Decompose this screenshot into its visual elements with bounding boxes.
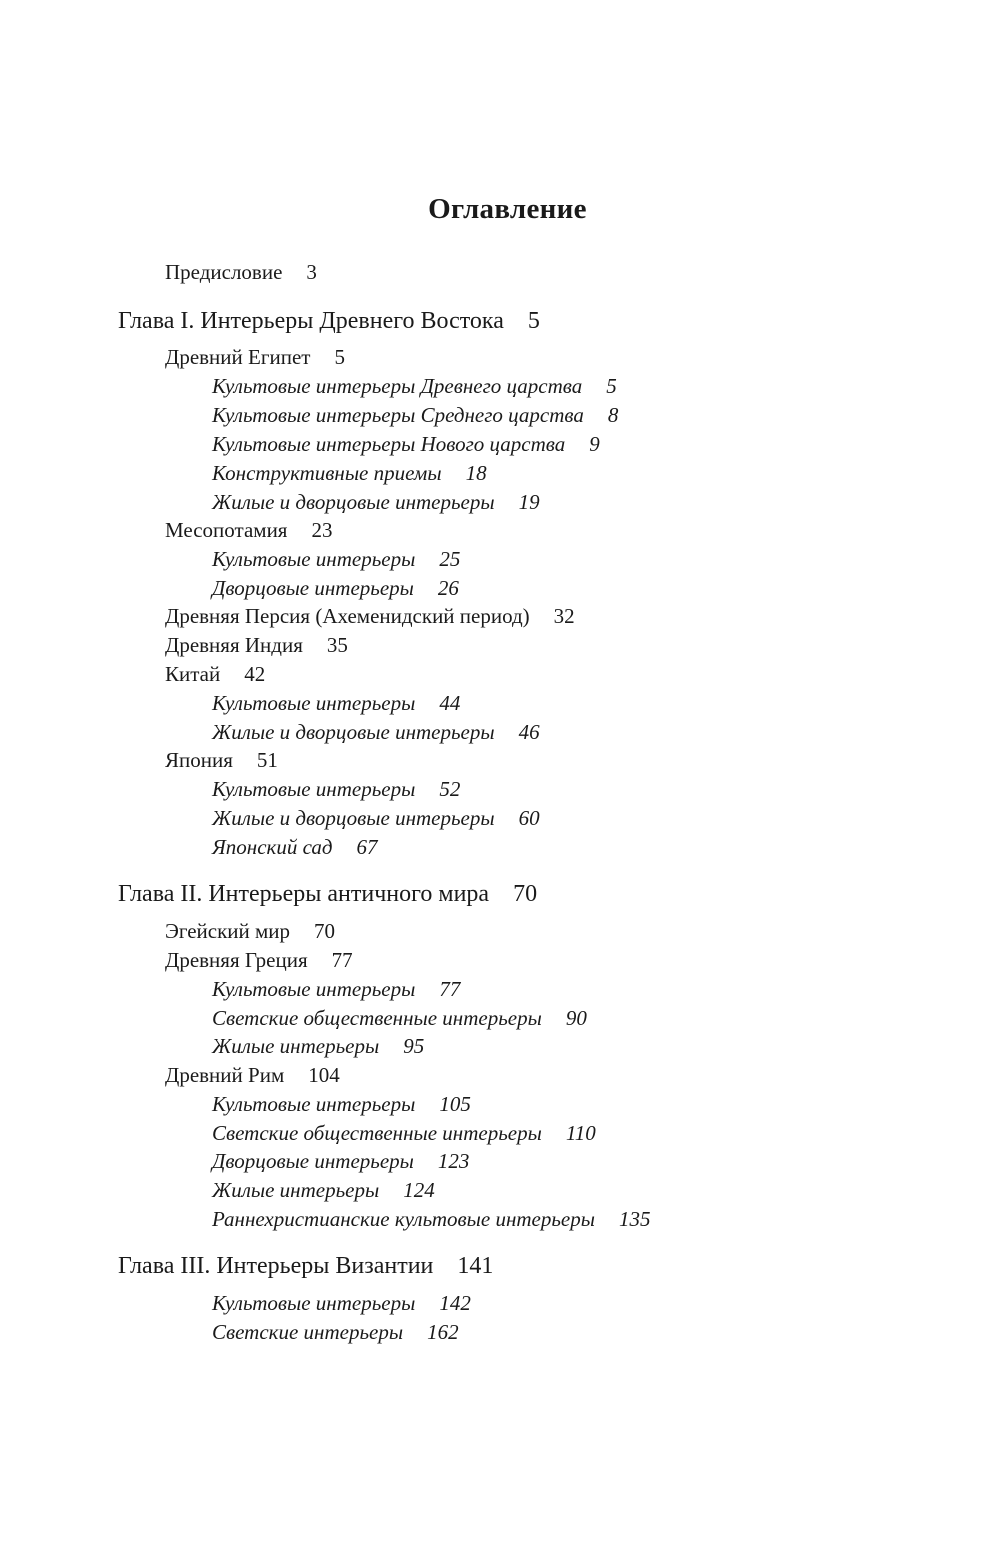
- toc-entry-title: Культовые интерьеры: [212, 977, 416, 1001]
- toc-entry-page-number: 3: [306, 260, 317, 284]
- toc-entry-chapter: [118, 1254, 493, 1278]
- toc-entry-section: [165, 262, 317, 283]
- toc-entry-sub: [212, 463, 487, 484]
- toc-entry-page-number: 8: [607, 403, 619, 427]
- toc-entry-section: [165, 950, 353, 971]
- toc-entry-page-number: 141: [457, 1253, 494, 1279]
- toc-entry-title: Глава II. Интерьеры античного мира: [118, 881, 490, 907]
- toc-entry-title: Культовые интерьеры: [212, 1291, 416, 1315]
- toc-entry-page-number: 42: [244, 662, 266, 686]
- toc-entry-title: Древняя Индия: [165, 633, 303, 657]
- toc-entry-title: Древняя Греция: [165, 948, 308, 972]
- toc-entry-sub: [212, 837, 378, 858]
- toc-entry-sub: [212, 1293, 471, 1314]
- toc-entry-page-number: 70: [314, 919, 336, 943]
- toc-entry-page-number: 135: [618, 1207, 651, 1231]
- toc-entry-page-number: 52: [439, 777, 461, 801]
- toc-entry-sub: [212, 693, 460, 714]
- toc-entry-page-number: 18: [465, 461, 487, 485]
- toc-entry-page-number: 25: [439, 547, 461, 571]
- toc-entry-page-number: 26: [437, 576, 459, 600]
- toc-entry-title: Дворцовые интерьеры: [212, 1149, 414, 1173]
- toc-entry-page-number: 67: [356, 835, 378, 859]
- toc-entry-section: [165, 921, 335, 942]
- toc-entry-page-number: 95: [403, 1034, 425, 1058]
- toc-entry-page-number: 90: [565, 1006, 587, 1030]
- toc-entry-title: Светские общественные интерьеры: [212, 1121, 542, 1145]
- toc-entry-page-number: 104: [308, 1063, 340, 1087]
- toc-entry-title: Жилые интерьеры: [212, 1034, 380, 1058]
- toc-entry-section: [165, 347, 345, 368]
- toc-entry-title: Древний Египет: [165, 345, 311, 369]
- toc-entry-title: Дворцовые интерьеры: [212, 576, 414, 600]
- toc-entry-title: Жилые и дворцовые интерьеры: [212, 720, 495, 744]
- toc-entry-page-number: 70: [513, 881, 538, 907]
- toc-entry-title: Эгейский мир: [165, 919, 291, 943]
- toc-entry-title: Древний Рим: [165, 1063, 285, 1087]
- toc-entry-sub: [212, 1094, 471, 1115]
- toc-entry-title: Жилые и дворцовые интерьеры: [212, 490, 495, 514]
- toc-entry-title: Культовые интерьеры Нового царства: [212, 432, 566, 456]
- toc-entry-sub: [212, 808, 540, 829]
- toc-entry-sub: [212, 979, 460, 1000]
- toc-entry-page-number: 44: [439, 691, 461, 715]
- toc-entry-title: Культовые интерьеры Древнего царства: [212, 374, 583, 398]
- toc-entry-page-number: 46: [518, 720, 540, 744]
- toc-entry-sub: [212, 549, 460, 570]
- toc-entry-section: [165, 750, 278, 771]
- toc-entry-sub: [212, 376, 617, 397]
- toc-entry-title: Глава I. Интерьеры Древнего Востока: [118, 308, 504, 334]
- toc-entry-title: Раннехристианские культовые интерьеры: [212, 1207, 595, 1231]
- toc-entry-page-number: 123: [437, 1149, 470, 1173]
- toc-entry-page-number: 32: [553, 604, 575, 628]
- toc-entry-page-number: 9: [589, 432, 600, 456]
- toc-entry-section: [165, 520, 332, 541]
- toc-entry-sub: [212, 779, 460, 800]
- toc-entry-page-number: 19: [518, 490, 540, 514]
- toc-entry-title: Япония: [165, 748, 233, 772]
- toc-entry-title: Жилые и дворцовые интерьеры: [212, 806, 495, 830]
- toc-entry-chapter: [118, 882, 537, 906]
- toc-entry-page-number: 5: [606, 374, 617, 398]
- toc-entry-title: Древняя Персия (Ахеменидский период): [165, 604, 530, 628]
- toc-entry-title: Конструктивные приемы: [212, 461, 442, 485]
- toc-entry-page-number: 110: [565, 1121, 596, 1145]
- toc-entry-title: Японский сад: [212, 835, 333, 859]
- toc-entry-sub: [212, 434, 600, 455]
- toc-entry-title: Культовые интерьеры: [212, 547, 416, 571]
- toc-entry-sub: [212, 1209, 650, 1230]
- toc-entry-title: Китай: [165, 662, 221, 686]
- toc-entry-title: Предисловие: [165, 260, 283, 284]
- toc-entry-sub: [212, 1008, 587, 1029]
- toc-entry-page-number: 51: [256, 748, 278, 772]
- toc-entry-title: Глава III. Интерьеры Византии: [118, 1253, 434, 1279]
- toc-entry-sub: [212, 1180, 435, 1201]
- toc-entry-section: [165, 635, 348, 656]
- toc-entry-page-number: 77: [331, 948, 353, 972]
- toc-entry-page-number: 35: [326, 633, 348, 657]
- toc-entry-title: Культовые интерьеры: [212, 691, 416, 715]
- toc-entry-sub: [212, 1036, 424, 1057]
- toc-entry-title: Светские общественные интерьеры: [212, 1006, 542, 1030]
- toc-entry-sub: [212, 492, 540, 513]
- toc-entry-sub: [212, 1151, 469, 1172]
- toc-entry-section: [165, 664, 265, 685]
- toc-entry-page-number: 162: [427, 1320, 459, 1344]
- toc-entry-title: Жилые интерьеры: [212, 1178, 380, 1202]
- toc-entry-title: Культовые интерьеры: [212, 1092, 416, 1116]
- toc-entry-section: [165, 1065, 340, 1086]
- toc-entry-title: Месопотамия: [165, 518, 288, 542]
- toc-entry-page-number: 105: [439, 1092, 471, 1116]
- toc-entry-section: [165, 606, 575, 627]
- toc-entry-title: Культовые интерьеры Среднего царства: [212, 403, 584, 427]
- toc-entry-page-number: 23: [311, 518, 333, 542]
- toc-entry-title: Светские интерьеры: [212, 1320, 404, 1344]
- toc-entry-sub: [212, 1123, 596, 1144]
- toc-entry-title: Культовые интерьеры: [212, 777, 416, 801]
- toc-entry-sub: [212, 405, 618, 426]
- toc-entry-page-number: 77: [439, 977, 461, 1001]
- toc-entry-page-number: 60: [518, 806, 540, 830]
- toc-entry-sub: [212, 1322, 459, 1343]
- toc-entry-page-number: 142: [439, 1291, 471, 1315]
- toc-entry-page-number: 5: [334, 345, 345, 369]
- toc-entry-sub: [212, 578, 459, 599]
- toc-entry-sub: [212, 722, 540, 743]
- toc-entry-page-number: 5: [527, 308, 540, 334]
- toc-entry-page-number: 124: [403, 1178, 435, 1202]
- page-title: Оглавление: [428, 193, 587, 225]
- toc-entry-chapter: [118, 309, 540, 333]
